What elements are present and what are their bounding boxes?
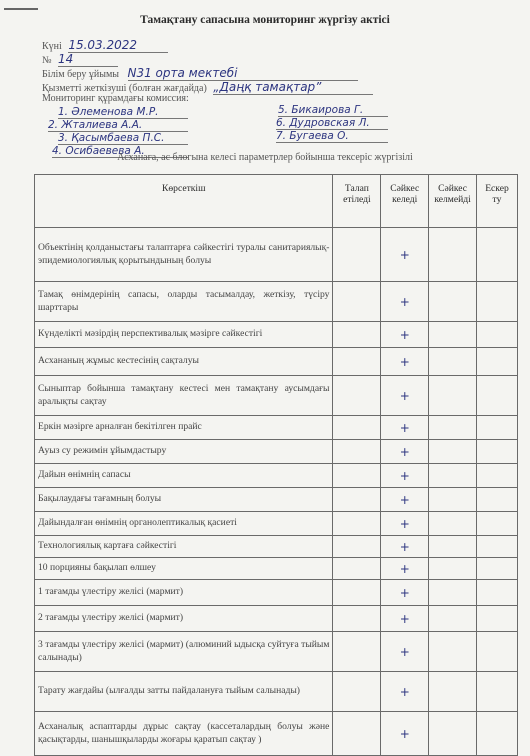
table-row	[35, 228, 518, 282]
header-indicator: Көрсеткіш	[35, 175, 333, 228]
table-row	[35, 606, 518, 632]
table-row	[35, 416, 518, 440]
table-row	[35, 376, 518, 416]
required-cell	[333, 282, 381, 322]
required-cell	[333, 536, 381, 558]
table-row	[35, 282, 518, 322]
note-cell	[476, 440, 517, 464]
note-cell	[476, 376, 517, 416]
compliant-mark: +	[381, 580, 429, 606]
header-note: Ескер ту	[476, 175, 517, 228]
indicator-cell: 10 порцияны бақылап өлшеу	[35, 558, 333, 580]
noncompliant-cell	[429, 536, 477, 558]
header-required: Талап етіледі	[333, 175, 381, 228]
note-cell	[476, 416, 517, 440]
document-title: Тамақтану сапасына мониторинг жүргізу актісі	[140, 14, 390, 26]
indicator-cell: Сыныптар бойынша тамақтану кестесі мен тамақтану аусымдағы аралықты сақтау	[35, 376, 333, 416]
commission-member: 6. Дудровская Л.	[276, 117, 388, 130]
corner-mark	[4, 8, 38, 10]
commission-member: 2. Жталиева А.А.	[48, 119, 188, 132]
required-cell	[333, 512, 381, 536]
supplier-value: „Даңқ тамақтар”	[213, 80, 373, 95]
commission-member: 3. Қасымбаева П.С.	[58, 132, 188, 145]
note-cell	[476, 348, 517, 376]
compliant-mark: +	[381, 228, 429, 282]
note-cell	[476, 488, 517, 512]
org-value: N31 орта мектебі	[128, 66, 358, 81]
indicator-cell: 3 тағамды үлестіру желісі (мармит) (алюминий ыдысқа суйтуға тыйым салынады)	[35, 632, 333, 672]
noncompliant-cell	[429, 488, 477, 512]
noncompliant-cell	[429, 580, 477, 606]
compliant-mark: +	[381, 416, 429, 440]
compliant-mark: +	[381, 606, 429, 632]
note-cell	[476, 712, 517, 756]
compliant-mark: +	[381, 282, 429, 322]
compliant-mark: +	[381, 488, 429, 512]
table-row	[35, 464, 518, 488]
indicator-cell: Күнделікті мәзірдің перспективалық мәзірге сәйкестігі	[35, 322, 333, 348]
number-label: №	[42, 55, 52, 66]
required-cell	[333, 440, 381, 464]
table-row	[35, 672, 518, 712]
indicator-cell: Еркін мәзірге арналған бекітілген прайс	[35, 416, 333, 440]
noncompliant-cell	[429, 228, 477, 282]
number-value: 14	[58, 52, 118, 67]
table-row	[35, 322, 518, 348]
note-cell	[476, 606, 517, 632]
noncompliant-cell	[429, 464, 477, 488]
commission-member: 7. Бугаева О.	[276, 130, 388, 143]
required-cell	[333, 416, 381, 440]
required-cell	[333, 606, 381, 632]
note-cell	[476, 580, 517, 606]
required-cell	[333, 712, 381, 756]
indicator-cell: Технологиялық картаға сәйкестігі	[35, 536, 333, 558]
indicator-cell: Асхананың жұмыс кестесінің сақталуы	[35, 348, 333, 376]
header-compliant: Сәйкес келеді	[381, 175, 429, 228]
note-cell	[476, 282, 517, 322]
noncompliant-cell	[429, 712, 477, 756]
indicator-cell: Тамақ өнімдерінің сапасы, оларды тасымалдау, жеткізу, түсіру шарттары	[35, 282, 333, 322]
indicator-cell: 1 тағамды үлестіру желісі (мармит)	[35, 580, 333, 606]
note-cell	[476, 322, 517, 348]
commission-member: 1. Әлеменова М.Р.	[58, 106, 188, 119]
compliant-mark: +	[381, 672, 429, 712]
noncompliant-cell	[429, 672, 477, 712]
noncompliant-cell	[429, 282, 477, 322]
required-cell	[333, 672, 381, 712]
required-cell	[333, 558, 381, 580]
date-value: 15.03.2022	[68, 38, 168, 53]
compliant-mark: +	[381, 632, 429, 672]
commission-member: 4. Осибаевева А.	[52, 145, 188, 158]
indicator-cell: 2 тағамды үлестіру желісі (мармит)	[35, 606, 333, 632]
required-cell	[333, 488, 381, 512]
date-label: Күні	[42, 41, 62, 52]
noncompliant-cell	[429, 632, 477, 672]
commission-label: Мониторинг құрамдағы комиссия:	[42, 93, 189, 104]
compliant-mark: +	[381, 512, 429, 536]
org-label: Білім беру ұйымы	[42, 69, 119, 80]
note-cell	[476, 536, 517, 558]
table-row	[35, 536, 518, 558]
noncompliant-cell	[429, 440, 477, 464]
noncompliant-cell	[429, 512, 477, 536]
indicator-cell: Объектінің қолданыстағы талаптарға сәйкестігі туралы санитариялық-эпидемиологиялық қорытындының болуы	[35, 228, 333, 282]
compliant-mark: +	[381, 376, 429, 416]
note-cell	[476, 632, 517, 672]
required-cell	[333, 348, 381, 376]
compliant-mark: +	[381, 558, 429, 580]
note-cell	[476, 228, 517, 282]
note-cell	[476, 512, 517, 536]
noncompliant-cell	[429, 376, 477, 416]
monitoring-table	[34, 174, 518, 756]
table-header-row	[35, 175, 518, 228]
compliant-mark: +	[381, 440, 429, 464]
required-cell	[333, 322, 381, 348]
noncompliant-cell	[429, 558, 477, 580]
header-noncompliant: Сәйкес келмейді	[429, 175, 477, 228]
required-cell	[333, 376, 381, 416]
date-field	[42, 38, 168, 53]
table-row	[35, 558, 518, 580]
compliant-mark: +	[381, 348, 429, 376]
required-cell	[333, 580, 381, 606]
table-row	[35, 488, 518, 512]
compliant-mark: +	[381, 712, 429, 756]
indicator-cell: Ауыз су режимін ұйымдастыру	[35, 440, 333, 464]
compliant-mark: +	[381, 464, 429, 488]
compliant-mark: +	[381, 536, 429, 558]
table-row	[35, 580, 518, 606]
indicator-cell: Дайын өнімнің сапасы	[35, 464, 333, 488]
noncompliant-cell	[429, 322, 477, 348]
org-field	[42, 66, 358, 81]
table-row	[35, 440, 518, 464]
required-cell	[333, 632, 381, 672]
note-cell	[476, 558, 517, 580]
table-row	[35, 348, 518, 376]
noncompliant-cell	[429, 416, 477, 440]
indicator-cell: Бақылаудағы тағамның болуы	[35, 488, 333, 512]
required-cell	[333, 464, 381, 488]
noncompliant-cell	[429, 348, 477, 376]
compliant-mark: +	[381, 322, 429, 348]
intro-text: Асханаға, ас блогына келесі параметрлер бойынша тексеріс жүргізілі	[117, 152, 413, 163]
note-cell	[476, 672, 517, 712]
indicator-cell: Тарату жағдайы (ылғалды затты пайдалануға тыйым салынады)	[35, 672, 333, 712]
number-field	[42, 52, 118, 67]
noncompliant-cell	[429, 606, 477, 632]
table-row	[35, 512, 518, 536]
note-cell	[476, 464, 517, 488]
commission-member: 5. Бикаирова Г.	[278, 104, 388, 117]
indicator-cell: Дайындалған өнімнің органолептикалық қасиеті	[35, 512, 333, 536]
required-cell	[333, 228, 381, 282]
table-row	[35, 712, 518, 756]
indicator-cell: Асханалық аспаптарды дұрыс сақтау (кассеталардың болуы және қасықтарды, шанышқыларды жоғары қаратып сақтау )	[35, 712, 333, 756]
table-row	[35, 632, 518, 672]
supplier-label: Қызметті жеткізуші (болған жағдайда)	[42, 83, 207, 94]
